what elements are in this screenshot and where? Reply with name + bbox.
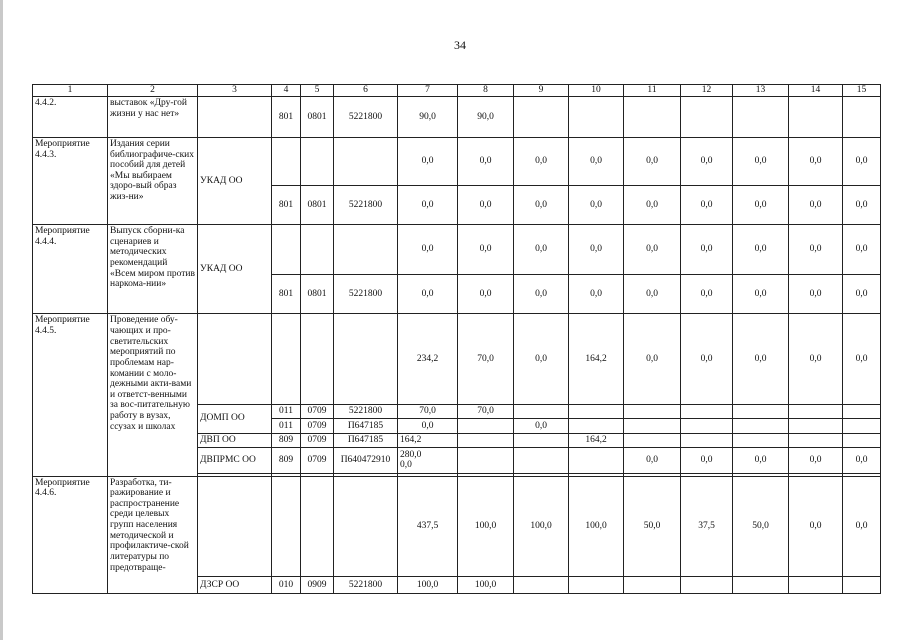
table-cell: 801 bbox=[272, 185, 301, 224]
table-cell: 0,0 bbox=[624, 137, 681, 185]
org-cell: ДЗСР ОО bbox=[198, 577, 272, 594]
table-cell bbox=[624, 419, 681, 434]
table-cell: 801 bbox=[272, 274, 301, 313]
activity-label: Мероприятие 4.4.4. bbox=[33, 225, 108, 314]
table-row bbox=[33, 97, 881, 137]
table-cell: 0,0 bbox=[733, 185, 789, 224]
header-cell: 2 bbox=[108, 85, 198, 97]
activity-label: Мероприятие 4.4.3. bbox=[33, 137, 108, 224]
table-cell bbox=[458, 419, 514, 434]
table-cell: 0,0 bbox=[681, 185, 733, 224]
table-cell bbox=[789, 433, 843, 448]
table-cell: 0,0 bbox=[789, 314, 843, 404]
amount-line: 280,0 bbox=[400, 449, 422, 460]
table-cell: 0,0 bbox=[624, 448, 681, 473]
scan-edge bbox=[0, 0, 3, 640]
table-cell bbox=[624, 404, 681, 419]
table-cell: 0801 bbox=[301, 185, 334, 224]
table-cell: 0,0 bbox=[843, 448, 881, 473]
table-cell: 809 bbox=[272, 433, 301, 448]
table-cell: 0,0 bbox=[843, 314, 881, 404]
table-cell bbox=[569, 419, 624, 434]
table-cell: 809 bbox=[272, 448, 301, 473]
table-cell: 90,0 bbox=[398, 97, 458, 137]
table-cell: 0,0 bbox=[514, 185, 569, 224]
org-cell: ДОМП ОО bbox=[198, 404, 272, 433]
table-cell bbox=[624, 577, 681, 594]
table-cell: 0,0 bbox=[569, 225, 624, 275]
table-cell: 100,0 bbox=[398, 577, 458, 594]
table-cell: 0,0 bbox=[624, 225, 681, 275]
table-cell bbox=[334, 225, 398, 275]
table-cell: 0709 bbox=[301, 419, 334, 434]
table-cell bbox=[514, 433, 569, 448]
table-cell bbox=[681, 433, 733, 448]
table-cell: 0,0 bbox=[398, 137, 458, 185]
table-cell: 0,0 bbox=[733, 225, 789, 275]
table-cell bbox=[514, 404, 569, 419]
table-cell bbox=[334, 137, 398, 185]
activity-description: Разработка, ти-ражирование и распространение среди целевых групп населения методической и профилактиче-ской литературы по предотвраще- bbox=[108, 476, 198, 593]
activity-description: Проведение обу-чающих и про-светительских мероприятий по проблемам нар-комании с моло-дежными акти-вами и ответст-венными за вос-питательную работу в вузах, ссузах и школах bbox=[108, 314, 198, 476]
table-cell: 0801 bbox=[301, 97, 334, 137]
table-cell: 164,2 bbox=[398, 433, 458, 448]
table-cell: 100,0 bbox=[458, 577, 514, 594]
table-cell: 0,0 bbox=[681, 274, 733, 313]
org-cell: УКАД ОО bbox=[198, 137, 272, 224]
table-cell: 801 bbox=[272, 97, 301, 137]
table-cell bbox=[733, 97, 789, 137]
table-cell bbox=[843, 419, 881, 434]
table-cell: 0909 bbox=[301, 577, 334, 594]
table-cell: 5221800 bbox=[334, 577, 398, 594]
org-cell: ДВПРМС ОО bbox=[198, 448, 272, 473]
table-cell bbox=[514, 577, 569, 594]
table-cell: 0,0 bbox=[681, 137, 733, 185]
table-cell: 234,2 bbox=[398, 314, 458, 404]
header-cell: 14 bbox=[789, 85, 843, 97]
table-cell: 0,0 bbox=[733, 314, 789, 404]
table-cell bbox=[301, 137, 334, 185]
table-cell bbox=[398, 448, 458, 473]
table-row bbox=[33, 225, 881, 275]
table-cell bbox=[789, 419, 843, 434]
table-cell: 0,0 bbox=[398, 185, 458, 224]
table-cell bbox=[843, 97, 881, 137]
table-cell: 50,0 bbox=[624, 476, 681, 577]
table-cell: 0,0 bbox=[569, 185, 624, 224]
header-cell: 8 bbox=[458, 85, 514, 97]
table-cell: 011 bbox=[272, 404, 301, 419]
table-cell bbox=[624, 97, 681, 137]
header-row bbox=[33, 85, 881, 97]
table-cell: 010 bbox=[272, 577, 301, 594]
table-cell: 0,0 bbox=[789, 274, 843, 313]
table-cell: 70,0 bbox=[398, 404, 458, 419]
table-cell: 0,0 bbox=[681, 225, 733, 275]
header-cell: 11 bbox=[624, 85, 681, 97]
table-row bbox=[33, 476, 881, 577]
table-cell: 0709 bbox=[301, 448, 334, 473]
table-cell bbox=[198, 476, 272, 577]
table-cell bbox=[843, 404, 881, 419]
table-cell: 5221800 bbox=[334, 185, 398, 224]
table-cell bbox=[733, 419, 789, 434]
table-cell bbox=[569, 97, 624, 137]
table-cell bbox=[514, 448, 569, 473]
table-cell: 70,0 bbox=[458, 404, 514, 419]
table-cell: 164,2 bbox=[569, 433, 624, 448]
table-cell bbox=[789, 577, 843, 594]
table-cell bbox=[569, 404, 624, 419]
table-cell bbox=[789, 404, 843, 419]
table-cell bbox=[624, 433, 681, 448]
table-cell: 0709 bbox=[301, 404, 334, 419]
table-cell: 0,0 bbox=[624, 274, 681, 313]
table-cell: 0,0 bbox=[733, 274, 789, 313]
table-cell bbox=[789, 97, 843, 137]
activity-label: 4.4.2. bbox=[33, 97, 108, 137]
activity-label: Мероприятие 4.4.6. bbox=[33, 476, 108, 593]
table-cell: 0,0 bbox=[514, 225, 569, 275]
table-cell: 0,0 bbox=[789, 137, 843, 185]
table-cell: 0,0 bbox=[843, 274, 881, 313]
table-cell bbox=[301, 476, 334, 577]
table-cell: 0,0 bbox=[514, 419, 569, 434]
table-cell: 0,0 bbox=[569, 274, 624, 313]
table-row bbox=[33, 137, 881, 185]
table-cell bbox=[272, 225, 301, 275]
table-cell: 0,0 bbox=[789, 448, 843, 473]
table-cell: 0,0 bbox=[843, 185, 881, 224]
table-cell: 100,0 bbox=[514, 476, 569, 577]
table-cell: 100,0 bbox=[458, 476, 514, 577]
amount-line: 0,0 bbox=[400, 460, 412, 471]
table-cell bbox=[843, 433, 881, 448]
table-cell bbox=[681, 404, 733, 419]
table-cell: 0,0 bbox=[733, 137, 789, 185]
budget-table bbox=[32, 84, 881, 594]
table-cell: 0,0 bbox=[624, 314, 681, 404]
table-cell: 0,0 bbox=[514, 314, 569, 404]
table-cell: 0,0 bbox=[398, 419, 458, 434]
table-cell bbox=[272, 476, 301, 577]
table-cell: 100,0 bbox=[569, 476, 624, 577]
header-cell: 13 bbox=[733, 85, 789, 97]
table-cell: 0,0 bbox=[514, 274, 569, 313]
table-cell bbox=[569, 577, 624, 594]
table-cell: 0,0 bbox=[458, 137, 514, 185]
header-cell: 10 bbox=[569, 85, 624, 97]
table-cell bbox=[733, 404, 789, 419]
table-cell bbox=[843, 577, 881, 594]
table-cell: 011 bbox=[272, 419, 301, 434]
table-cell: 0,0 bbox=[569, 137, 624, 185]
table-cell bbox=[301, 225, 334, 275]
table-cell: 0,0 bbox=[681, 314, 733, 404]
table-cell bbox=[514, 97, 569, 137]
table-cell: 70,0 bbox=[458, 314, 514, 404]
table-cell: 0,0 bbox=[458, 225, 514, 275]
table-cell: 90,0 bbox=[458, 97, 514, 137]
table-cell: 0,0 bbox=[843, 476, 881, 577]
table-cell: 0,0 bbox=[733, 448, 789, 473]
table-cell bbox=[458, 448, 514, 473]
table-cell bbox=[272, 314, 301, 404]
header-cell: 12 bbox=[681, 85, 733, 97]
table-cell bbox=[681, 419, 733, 434]
header-cell: 5 bbox=[301, 85, 334, 97]
table-cell: 5221800 bbox=[334, 404, 398, 419]
table-cell: 37,5 bbox=[681, 476, 733, 577]
table-cell: 437,5 bbox=[398, 476, 458, 577]
table-cell bbox=[681, 577, 733, 594]
table-cell bbox=[334, 476, 398, 577]
table-cell bbox=[198, 314, 272, 404]
table-cell: П640472910 bbox=[334, 448, 398, 473]
header-cell: 7 bbox=[398, 85, 458, 97]
table-cell bbox=[733, 577, 789, 594]
activity-description: Издания серии библиографиче-ских пособий для детей «Мы выбираем здоро-вый образ жиз-ни» bbox=[108, 137, 198, 224]
table-cell: 0,0 bbox=[843, 137, 881, 185]
header-cell: 3 bbox=[198, 85, 272, 97]
table-cell: 5221800 bbox=[334, 97, 398, 137]
table-cell bbox=[733, 433, 789, 448]
table-cell bbox=[458, 433, 514, 448]
table-cell: 0,0 bbox=[398, 274, 458, 313]
header-cell: 9 bbox=[514, 85, 569, 97]
activity-description: выставок «Дру-гой жизни у нас нет» bbox=[108, 97, 198, 137]
table-cell: 0,0 bbox=[843, 225, 881, 275]
table-cell bbox=[334, 314, 398, 404]
org-cell: УКАД ОО bbox=[198, 225, 272, 314]
org-cell: ДВП ОО bbox=[198, 433, 272, 448]
table-cell bbox=[198, 97, 272, 137]
header-cell: 15 bbox=[843, 85, 881, 97]
table-cell: 0,0 bbox=[789, 185, 843, 224]
activity-description: Выпуск сборни-ка сценариев и методических рекомендаций «Всем миром против наркома-нии» bbox=[108, 225, 198, 314]
table-cell: 0801 bbox=[301, 274, 334, 313]
page-number: 34 bbox=[454, 38, 466, 52]
table-cell: 0709 bbox=[301, 433, 334, 448]
table-cell: 0,0 bbox=[514, 137, 569, 185]
table-cell: 0,0 bbox=[458, 185, 514, 224]
table-cell bbox=[272, 137, 301, 185]
table-cell: 0,0 bbox=[398, 225, 458, 275]
table-cell: 5221800 bbox=[334, 274, 398, 313]
table-row bbox=[33, 314, 881, 404]
header-cell: 6 bbox=[334, 85, 398, 97]
table-cell: 0,0 bbox=[789, 225, 843, 275]
table-cell bbox=[681, 97, 733, 137]
table-cell bbox=[301, 314, 334, 404]
table-cell: 0,0 bbox=[789, 476, 843, 577]
table-cell: 0,0 bbox=[681, 448, 733, 473]
table-cell: 50,0 bbox=[733, 476, 789, 577]
table-cell bbox=[569, 448, 624, 473]
table-cell: 0,0 bbox=[458, 274, 514, 313]
header-cell: 4 bbox=[272, 85, 301, 97]
table-cell: 0,0 bbox=[624, 185, 681, 224]
activity-label: Мероприятие 4.4.5. bbox=[33, 314, 108, 476]
table-cell: 164,2 bbox=[569, 314, 624, 404]
table-cell: П647185 bbox=[334, 419, 398, 434]
header-cell: 1 bbox=[33, 85, 108, 97]
table-cell: П647185 bbox=[334, 433, 398, 448]
